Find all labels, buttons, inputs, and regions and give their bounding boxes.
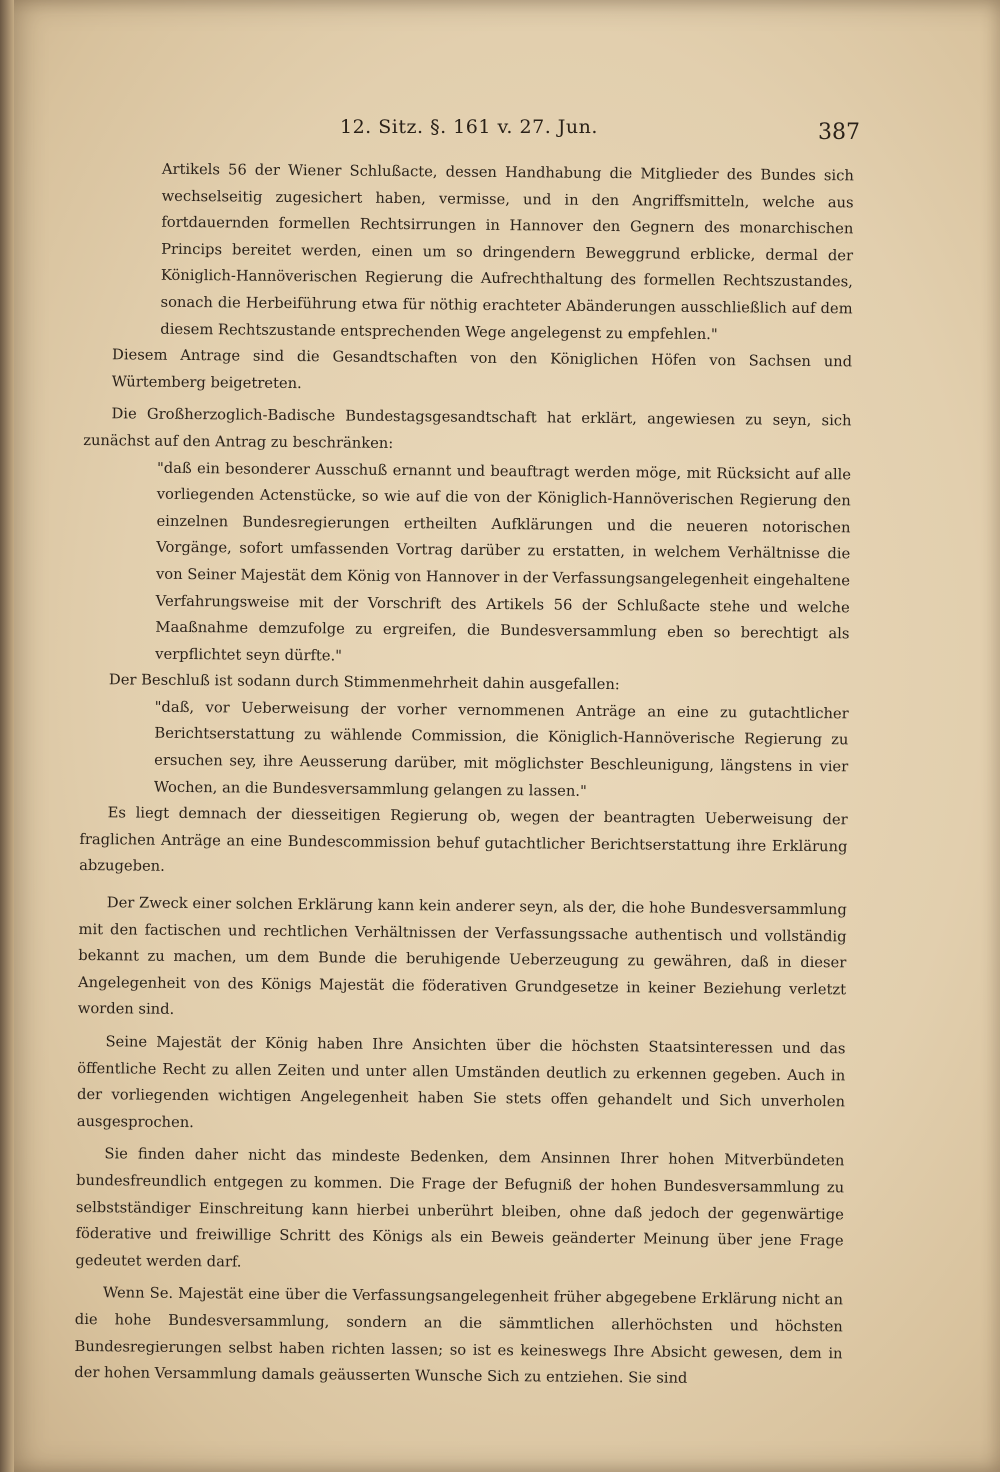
running-head: 12. Sitz. §. 161 v. 27. Jun. xyxy=(340,116,598,138)
paragraph: Es liegt demnach der diesseitigen Regierung ob, wegen der beantragten Ueberweisung der fraglichen Anträge an eine Bundescommission behuf gutachtlicher Berichtserstattung ihre Erklärung abzugeben. xyxy=(79,804,848,876)
paragraph: Der Beschluß ist sodann durch Stimmenmehrheit dahin ausgefallen: xyxy=(108,671,620,694)
quoted-motion: "daß ein besonderer Ausschuß ernannt und beauftragt werden möge, mit Rücksicht auf alle vorliegenden Actenstücke, so wie auf die von der Königlich-Hannöverischen Regierung den einzelnen Bundesregierungen ertheilten Aufklärungen und die neueren notorischen Vorgänge, sofort umfassenden Vortrag darüber zu erstatten, in welchem Verhältnisse die von Seiner Majestät dem König von Hannover in der Verfassungsangelegenheit eingehaltene Verfahrungsweise mit der Vorschrift des Artikels 56 der Schlußacte stehe und welche Maaßnahme demzufolge zu ergreifen, die Bundesversammlung eben so berechtigt als verpflichtet seyn dürfte." xyxy=(155,459,852,665)
paragraph: Wenn Se. Majestät eine über die Verfassungsangelegenheit früher abgegebene Erklärung nicht an die hohe Bundesversammlung, sondern an die sämmtlichen allerhöchsten und höchsten Bundesregierungen selbst haben richten lassen; so ist es keineswegs Ihre Absicht gewesen, dem in der hohen Versammlung damals geäusserten Wunsche Sich zu entziehen. Sie sind xyxy=(74,1284,844,1387)
page-binding-edge xyxy=(0,0,14,1472)
paragraph: Die Großherzoglich-Badische Bundestagsgesandtschaft hat erklärt, angewiesen zu seyn, sich zunächst auf den Antrag zu beschränken: xyxy=(83,405,852,452)
paragraph: Der Zweck einer solchen Erklärung kann kein anderer seyn, als der, die hohe Bundesversammlung mit den factischen und rechtlichen Verhältnissen der Verfassungssache authentisch und vollständig bekannt zu machen, um dem Bunde die beruhigende Ueberzeugung zu gewähren, daß in dieser Angelegenheit von des Königs Majestät die föderativen Grundgesetze in keiner Beziehung verletzt worden sind. xyxy=(77,894,847,1019)
paragraph: Diesem Antrage sind die Gesandtschaften von den Königlichen Höfen von Sachsen und Würtemberg beigetreten. xyxy=(111,346,853,392)
paragraph-continuation: Artikels 56 der Wiener Schlußacte, dessen Handhabung die Mitglieder des Bundes sich wechselseitig zugesichert haben, vermisse, und in den Angriffsmitteln, welche aus fortdauernden formellen Rechtsirrungen in Hannover den Gegnern des monarchischen Princips bereitet werden, einen um so dringendern Beweggrund erblicke, dermal der Königlich-Hannöverischen Regierung die Aufrechthaltung des formellen Rechtszustandes, sonach die Herbeiführung etwa für nöthig erachteter Abänderungen ausschließlich auf dem diesem Rechtszustande entsprechenden Wege angelegenst zu empfehlen." xyxy=(160,160,854,343)
page-number: 387 xyxy=(818,120,860,145)
paragraph: Seine Majestät der König haben Ihre Ansichten über die höchsten Staatsinteressen und das öffentliche Recht zu allen Zeiten und unter allen Umständen deutlich zu erkennen gegeben. Auch in der vorliegenden wichtigen Angelegenheit haben Sie stets offen gehandelt und Sich unverholen ausgesprochen. xyxy=(76,1033,846,1131)
quoted-resolution: "daß, vor Ueberweisung der vorher vernommenen Anträge an eine zu gutachtlicher Berichtserstattung zu wählende Commission, die Königlich-Hannöverische Regierung zu ersuchen sey, ihre Aeusserung darüber, mit möglichster Beschleunigung, längstens in vier Wochen, an die Bundesversammlung gelangen zu lassen." xyxy=(153,698,849,800)
paragraph: Sie finden daher nicht das mindeste Bedenken, dem Ansinnen Ihrer hohen Mitverbündeten bundesfreundlich entgegen zu kommen. Die Frage der Befugniß der hohen Bundesversammlung zu selbstständiger Einschreitung kann hierbei unberührt bleiben, ohne daß jedoch der gegenwärtige föderative und freiwillige Schritt des Königs als ein Beweis geänderter Meinung über jene Frage gedeutet werden darf. xyxy=(75,1145,845,1271)
body-text xyxy=(74,156,854,1394)
